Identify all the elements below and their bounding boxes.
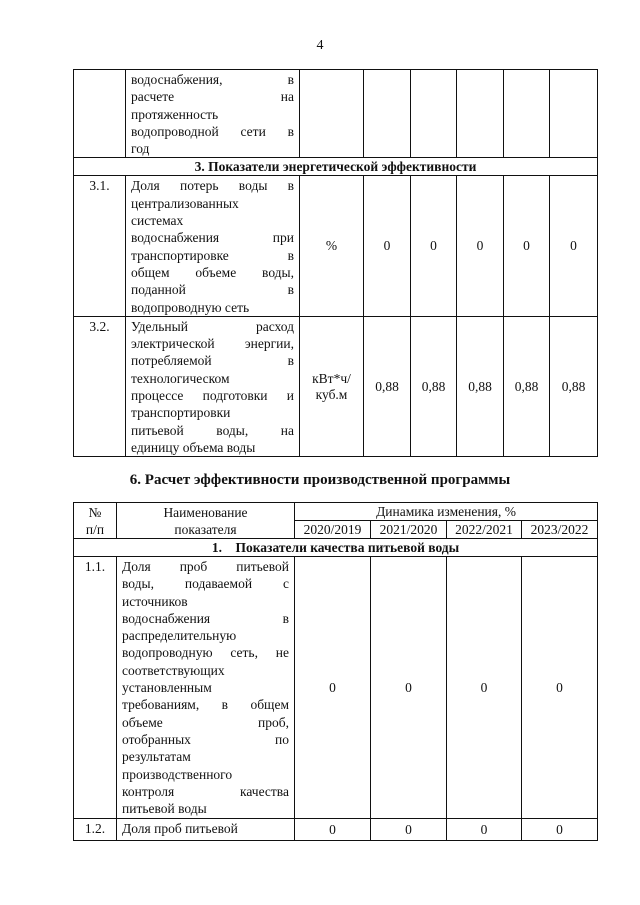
value-cell: 0,88 [364,316,411,456]
value-cell: 0 [504,176,550,316]
unit-cell: кВт*ч/ куб.м [300,316,364,456]
value-cell: 0 [447,819,522,841]
value-cell [411,70,457,158]
section-row [74,158,598,176]
table-row [74,557,598,819]
unit-cell [300,70,364,158]
indicator-name-cell: Удельный расход электрической энергии, потребляемой в технологическом процессе подготовки и транспортировки питьевой воды, на единицу объема воды [126,316,300,456]
value-cell: 0 [522,557,598,819]
header-year: 2022/2021 [447,521,522,539]
indicator-name-cell: Доля потерь воды в централизованных системах водоснабжения при транспортировке в общем объеме воды, поданной в водопроводную сеть [126,176,300,316]
table-row [74,316,598,456]
header-row [74,503,598,521]
row-number: 1.1. [74,557,117,819]
efficiency-table [73,502,598,841]
table-row [74,819,598,841]
table-row [74,70,598,158]
value-cell: 0 [371,557,447,819]
header-year: 2023/2022 [522,521,598,539]
header-year: 2021/2020 [371,521,447,539]
value-cell [457,70,504,158]
header-dynamics: Динамика изменения, % [295,503,598,521]
num-cell [74,70,126,158]
header-name: Наименование показателя [117,503,295,539]
value-cell: 0,88 [411,316,457,456]
section-6-heading: 6. Расчет эффективности производственной программы [129,472,511,488]
value-cell [550,70,598,158]
page-number: 4 [316,38,324,53]
row-number: 1.2. [74,819,117,841]
header-num: № п/п [74,503,117,539]
section-3-title: 3. Показатели энергетической эффективности [74,158,598,176]
value-cell: 0 [364,176,411,316]
value-cell: 0 [457,176,504,316]
value-cell [504,70,550,158]
value-cell: 0,88 [504,316,550,456]
section-row [74,539,598,557]
indicator-name-cell: Доля проб питьевой [117,819,295,841]
value-cell: 0 [295,819,371,841]
row-number: 3.1. [74,176,126,316]
indicator-name-cell: водоснабжения, в расчете на протяженность водопроводной сети в год [126,70,300,158]
value-cell: 0 [522,819,598,841]
value-cell: 0 [550,176,598,316]
value-cell: 0 [447,557,522,819]
row-number: 3.2. [74,316,126,456]
header-year: 2020/2019 [295,521,371,539]
value-cell: 0,88 [550,316,598,456]
value-cell: 0 [295,557,371,819]
section-1-title: 1. Показатели качества питьевой воды [74,539,598,557]
value-cell: 0,88 [457,316,504,456]
value-cell [364,70,411,158]
energy-indicators-table [73,69,598,457]
table-row [74,176,598,316]
value-cell: 0 [371,819,447,841]
indicator-name-cell: Доля проб питьевой воды, подаваемой с источников водоснабжения в распределительную водопроводную сеть, не соответствующих установленным требованиям, в общем объеме проб, отобранных по результатам производственного контроля качества питьевой воды [117,557,295,819]
unit-cell: % [300,176,364,316]
value-cell: 0 [411,176,457,316]
